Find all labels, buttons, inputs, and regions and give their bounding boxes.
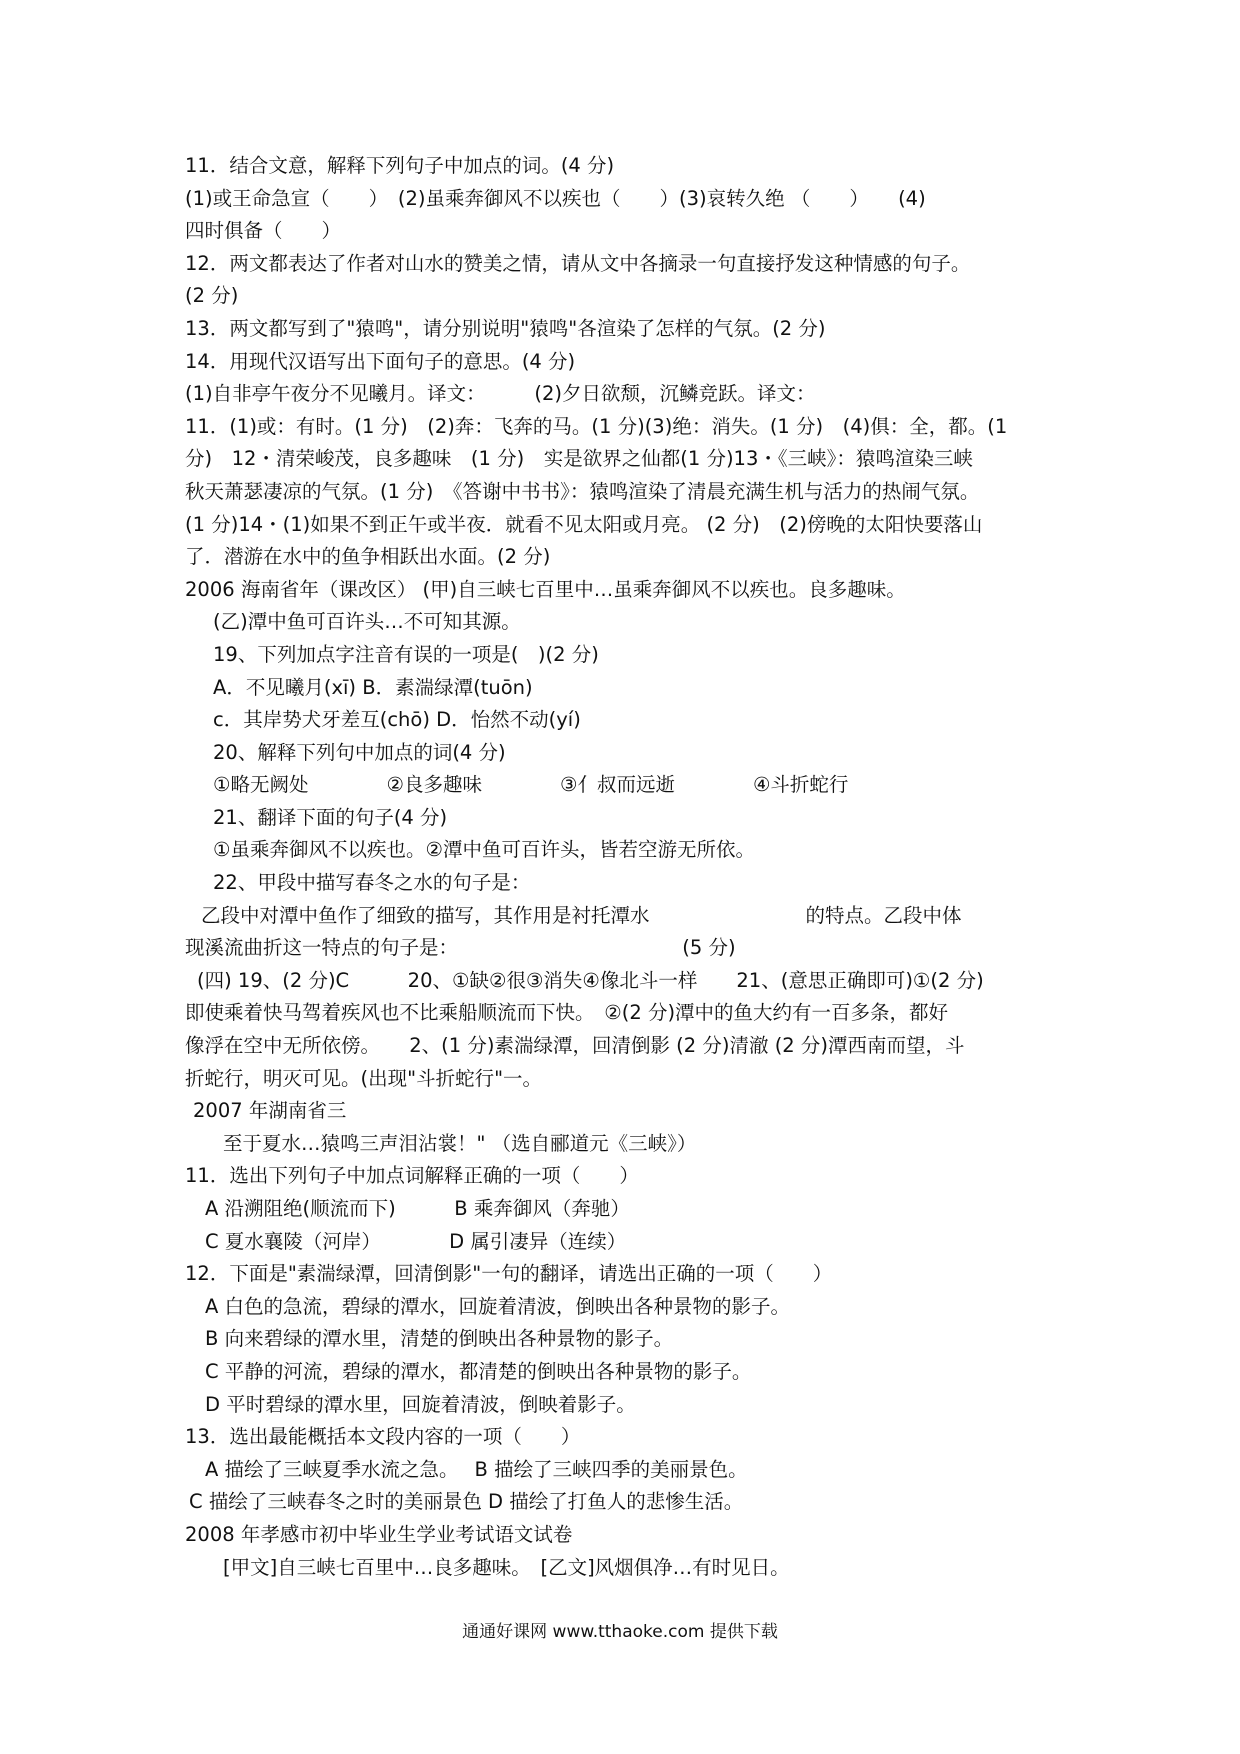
text-line: 2008 年孝感市初中毕业生学业考试语文试卷 [185, 1522, 573, 1546]
text-line: D 平时碧绿的潭水里，回旋着清波，倒映着影子。 [205, 1392, 636, 1416]
text-line: 13．两文都写到了"猿鸣"，请分别说明"猿鸣"各渲染了怎样的气氛。(2 分) [185, 316, 826, 340]
text-line: 11．(1)或：有时。(1 分) (2)奔：飞奔的马。(1 分)(3)绝：消失。(1 分) (4)俱：全，都。(1 [185, 414, 1008, 438]
text-line: [甲文]自三峡七百里中…良多趣味。 [乙文]风烟俱净…有时见日。 [223, 1555, 790, 1579]
text-line: (1)或王命急宣（ ） (2)虽乘奔御风不以疾也（ ）(3)哀转久绝 （ ） (4) [185, 186, 926, 210]
text-line: 14．用现代汉语写出下面句子的意思。(4 分) [185, 349, 576, 373]
text-line: B 向来碧绿的潭水里，清楚的倒映出各种景物的影子。 [205, 1327, 674, 1351]
text-line: ①虽乘奔御风不以疾也。②潭中鱼可百许头，皆若空游无所依。 [213, 838, 755, 862]
text-line: A 白色的急流，碧绿的潭水，回旋着清波，倒映出各种景物的影子。 [205, 1294, 791, 1318]
text-line: 11．选出下列句子中加点词解释正确的一项（ ） [185, 1164, 639, 1188]
text-line: 秋天萧瑟凄凉的气氛。(1 分) 《答谢中书书》：猿鸣渲染了清晨充满生机与活力的热闹气氛。 [185, 479, 980, 503]
text-line: 12．两文都表达了作者对山水的赞美之情，请从文中各摘录一句直接抒发这种情感的句子。 [185, 251, 971, 275]
text-line: 乙段中对潭中鱼作了细致的描写，其作用是衬托潭水 的特点。乙段中体 [201, 903, 962, 927]
text-line: (四) 19、(2 分)C 20、①缺②很③消失④像北斗一样 21、(意思正确即可)①(2 分) [197, 968, 984, 992]
text-line: A 描绘了三峡夏季水流之急。 B 描绘了三峡四季的美丽景色。 [205, 1457, 748, 1481]
text-line: 21、翻译下面的句子(4 分) [213, 805, 448, 829]
text-line: C 描绘了三峡春冬之时的美丽景色 D 描绘了打鱼人的悲惨生活。 [189, 1490, 744, 1514]
text-line: (2 分) [185, 284, 239, 308]
text-line: 11．结合文意，解释下列句子中加点的词。(4 分) [185, 154, 615, 177]
text-line: 四时俱备（ ） [185, 219, 342, 243]
text-line: 像浮在空中无所依傍。 2、(1 分)素湍绿潭，回清倒影 (2 分)清澈 (2 分)潭西南而望，斗 [185, 1034, 965, 1058]
text-line: ①略无阙处 ②良多趣味 ③亻叔而远逝 ④斗折蛇行 [213, 773, 849, 797]
text-line: (1)自非亭午夜分不见曦月。译文： (2)夕日欲颓，沉鳞竞跃。译文： [185, 382, 816, 406]
text-line: 19、下列加点字注音有误的一项是( )(2 分) [213, 642, 599, 666]
text-line: (乙)潭中鱼可百许头…不可知其源。 [213, 610, 521, 634]
text-line: c．其岸势犬牙差互(chō) D．怡然不动(yí) [213, 708, 581, 732]
text-line: 至于夏水…猿鸣三声泪沾裳！" （选自郦道元《三峡》） [223, 1131, 697, 1155]
text-line: 12．下面是"素湍绿潭，回清倒影"一句的翻译，请选出正确的一项（ ） [185, 1262, 833, 1286]
text-line: 分) 12・清荣峻茂，良多趣味 (1 分) 实是欲界之仙都(1 分)13・《三峡》：猿鸣渲染三峡 [185, 447, 973, 471]
page-footer: 通通好课网 www.tthaoke.com 提供下载 [462, 1622, 778, 1642]
text-line: C 夏水襄陵（河岸） D 属引凄异（连续） [205, 1229, 627, 1253]
text-line: 2006 海南省年（课改区） (甲)自三峡七百里中…虽乘奔御风不以疾也。良多趣味。 [185, 577, 906, 601]
text-line: (1 分)14・(1)如果不到正午或半夜．就看不见太阳或月亮。 (2 分) (2)傍晚的太阳快要落山 [185, 512, 983, 536]
text-line: 20、解释下列句中加点的词(4 分) [213, 740, 506, 764]
text-line: 即使乘着快马驾着疾风也不比乘船顺流而下快。 ②(2 分)潭中的鱼大约有一百多条，都好 [185, 1001, 949, 1025]
text-line: 现溪流曲折这一特点的句子是： (5 分) [185, 936, 736, 960]
text-line: C 平静的河流，碧绿的潭水，都清楚的倒映出各种景物的影子。 [205, 1359, 752, 1383]
text-line: A．不见曦月(xī) B．素湍绿潭(tuōn) [213, 675, 533, 699]
text-line: 折蛇行，明灭可见。(出现"斗折蛇行"一。 [185, 1066, 543, 1090]
text-line: 13．选出最能概括本文段内容的一项（ ） [185, 1425, 581, 1449]
document-body [185, 150, 1065, 1584]
text-line: 2007 年湖南省三 [193, 1099, 347, 1123]
text-line: 了．潜游在水中的鱼争相跃出水面。(2 分) [185, 545, 551, 569]
text-line: A 沿溯阻绝(顺流而下) B 乘奔御风（奔驰） [205, 1197, 630, 1220]
text-line: 22、甲段中描写春冬之水的句子是： [213, 871, 531, 895]
